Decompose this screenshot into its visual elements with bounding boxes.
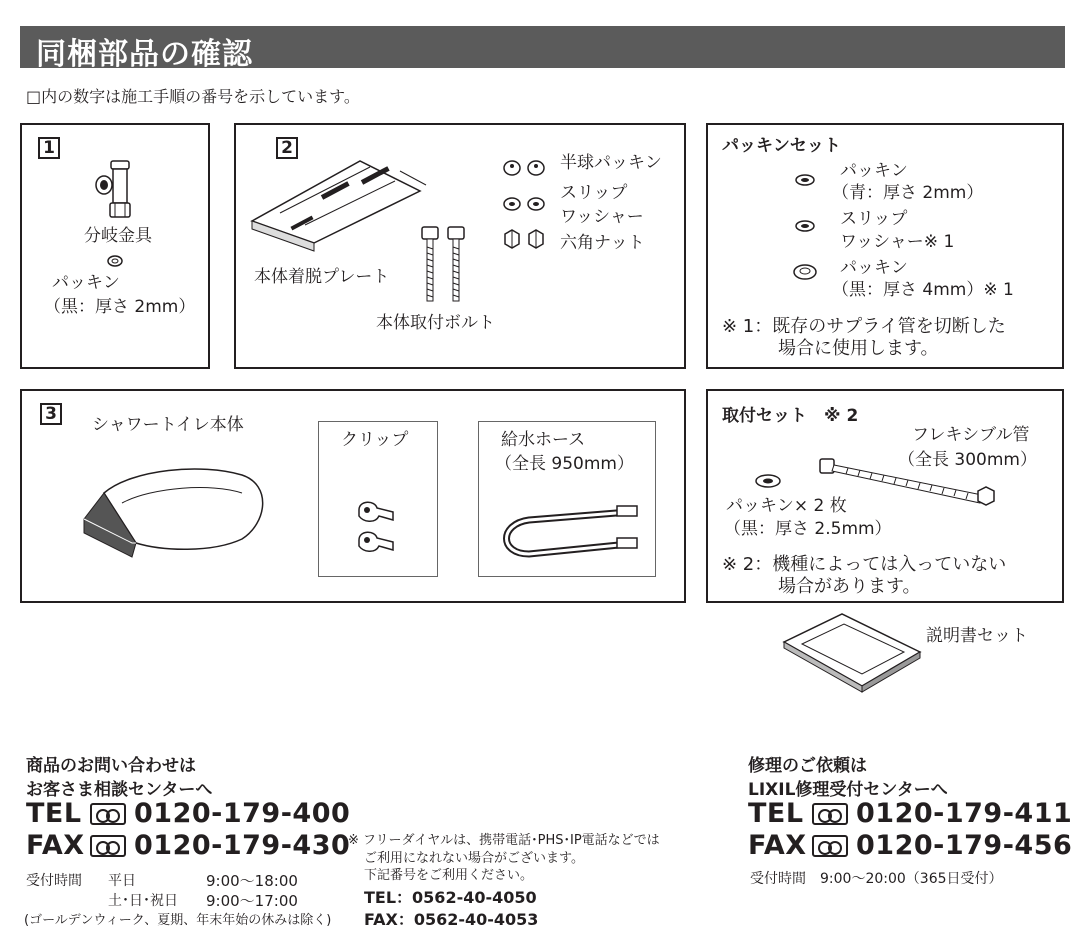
hose-panel [478, 421, 656, 577]
packing-icon [754, 473, 782, 489]
free-dial-icon [90, 835, 126, 857]
hose-spec: （全長 950mm） [495, 454, 634, 474]
packing-black-label: パッキン [840, 258, 908, 278]
inquiry-heading-2: お客さま相談センターへ [26, 780, 213, 800]
manual-set-icon [782, 612, 922, 692]
body-bolt-label: 本体取付ボルト [376, 313, 495, 333]
mount-packing-spec: （黒：厚さ 2.5mm） [724, 519, 892, 539]
packing-set-note-2: 場合に使用します。 [778, 338, 939, 359]
box-step-1 [20, 123, 210, 369]
box-step-2 [234, 123, 686, 369]
box-step-3 [20, 389, 686, 603]
hemisphere-packing-label: 半球パッキン [560, 153, 662, 173]
subtitle: □内の数字は施工手順の番号を示しています。 [26, 87, 360, 106]
clip-panel [318, 421, 438, 577]
flexible-pipe-spec: （全長 300mm） [898, 450, 1037, 470]
inquiry-heading-1: 商品のお問い合わせは [26, 756, 196, 776]
packing-blue-spec: （青：厚さ 2mm） [832, 183, 984, 203]
mount-set-note-2: 場合があります。 [778, 576, 921, 597]
mounting-plate-icon [250, 153, 430, 243]
repair-hours: 受付時間 9:00〜20:00（365日受付） [750, 871, 1003, 887]
free-dial-icon [812, 835, 848, 857]
box-mount-set [706, 389, 1064, 603]
step-number-2: 2 [276, 137, 298, 159]
mount-set-note-1: ※ 2：機種によっては入っていない [722, 554, 1007, 575]
free-dial-icon [812, 803, 848, 825]
fax-number[interactable]: 0120-179-456 [856, 830, 1073, 861]
mounting-plate-label: 本体着脱プレート [254, 267, 390, 287]
packing-black-spec: （黒：厚さ 4mm）※ 1 [832, 280, 1014, 300]
water-hose-icon [499, 492, 649, 562]
weekend-label: 土･日･祝日 [108, 893, 178, 909]
branch-fitting-icon [94, 159, 144, 221]
tel-label: TEL [748, 798, 804, 829]
alt-tel[interactable]: TEL：0562-40-4050 [364, 888, 537, 907]
packing-icon [107, 255, 123, 267]
packing-blue-label: パッキン [840, 161, 908, 181]
weekday-label: 平日 [108, 873, 136, 889]
toilet-seat-icon [82, 463, 272, 563]
free-dial-note-1: ※ フリーダイヤルは、携帯電話･PHS･IP電話などでは [348, 833, 660, 848]
holiday-note: (ゴールデンウィーク、夏期、年末年始の休みは除く) [24, 913, 332, 928]
body-bolt-icon [420, 225, 470, 305]
fax-label: FAX [26, 830, 85, 861]
inquiry-fax [26, 830, 350, 861]
alt-fax[interactable]: FAX：0562-40-4053 [364, 910, 539, 929]
packing-blue-icon [794, 173, 816, 187]
step-number-1: 1 [38, 137, 60, 159]
slip-washer-label-2: ワッシャー [560, 207, 644, 227]
slip-washer-label-1: スリップ [560, 183, 628, 203]
hose-label: 給水ホース [501, 430, 586, 450]
weekday-hours: 9:00〜18:00 [206, 872, 298, 890]
packing-spec: （黒：厚さ 2mm） [44, 297, 196, 317]
box-packing-set [706, 123, 1064, 369]
hemisphere-packing-icon [502, 158, 552, 176]
packing-label: パッキン [52, 273, 120, 293]
slip-washer-label-1: スリップ [840, 209, 908, 229]
hex-nut-label: 六角ナット [560, 233, 645, 253]
hours-label: 受付時間 [26, 873, 82, 889]
tel-label: TEL [26, 798, 82, 829]
page-title: 同梱部品の確認 [36, 37, 253, 72]
manual-set-label: 説明書セット [926, 626, 1028, 646]
inquiry-tel [26, 798, 350, 829]
clip-icon [355, 498, 401, 558]
packing-black-icon [792, 263, 818, 281]
branch-fitting-label: 分岐金具 [84, 226, 152, 246]
tel-number[interactable]: 0120-179-400 [134, 798, 351, 829]
step-number-3: 3 [40, 403, 62, 425]
mount-packing-label: パッキン× 2 枚 [726, 496, 847, 516]
page-title-bar [20, 26, 1065, 72]
packing-set-note-1: ※ 1：既存のサプライ管を切断した [722, 316, 1006, 337]
slip-washer-icon [502, 195, 552, 213]
hex-nut-icon [502, 228, 552, 250]
repair-heading-1: 修理のご依頼は [748, 756, 867, 776]
clip-label: クリップ [341, 430, 409, 450]
mount-set-header: 取付セット ※ 2 [722, 406, 859, 426]
slip-washer-icon [794, 219, 816, 233]
fax-number[interactable]: 0120-179-430 [134, 830, 351, 861]
free-dial-icon [90, 803, 126, 825]
repair-tel [748, 798, 1072, 829]
packing-set-header: パッキンセット [722, 136, 841, 156]
repair-heading-2: LIXIL修理受付センターへ [748, 780, 948, 800]
fax-label: FAX [748, 830, 807, 861]
flexible-pipe-label: フレキシブル管 [912, 425, 1030, 445]
free-dial-note-2: ご利用になれない場合がございます。 [364, 851, 584, 866]
free-dial-note-3: 下記番号をご利用ください。 [364, 868, 534, 883]
slip-washer-label-2: ワッシャー※ 1 [840, 232, 955, 252]
toilet-seat-label: シャワートイレ本体 [92, 415, 244, 435]
repair-fax [748, 830, 1072, 861]
weekend-hours: 9:00〜17:00 [206, 892, 298, 910]
tel-number[interactable]: 0120-179-411 [856, 798, 1073, 829]
